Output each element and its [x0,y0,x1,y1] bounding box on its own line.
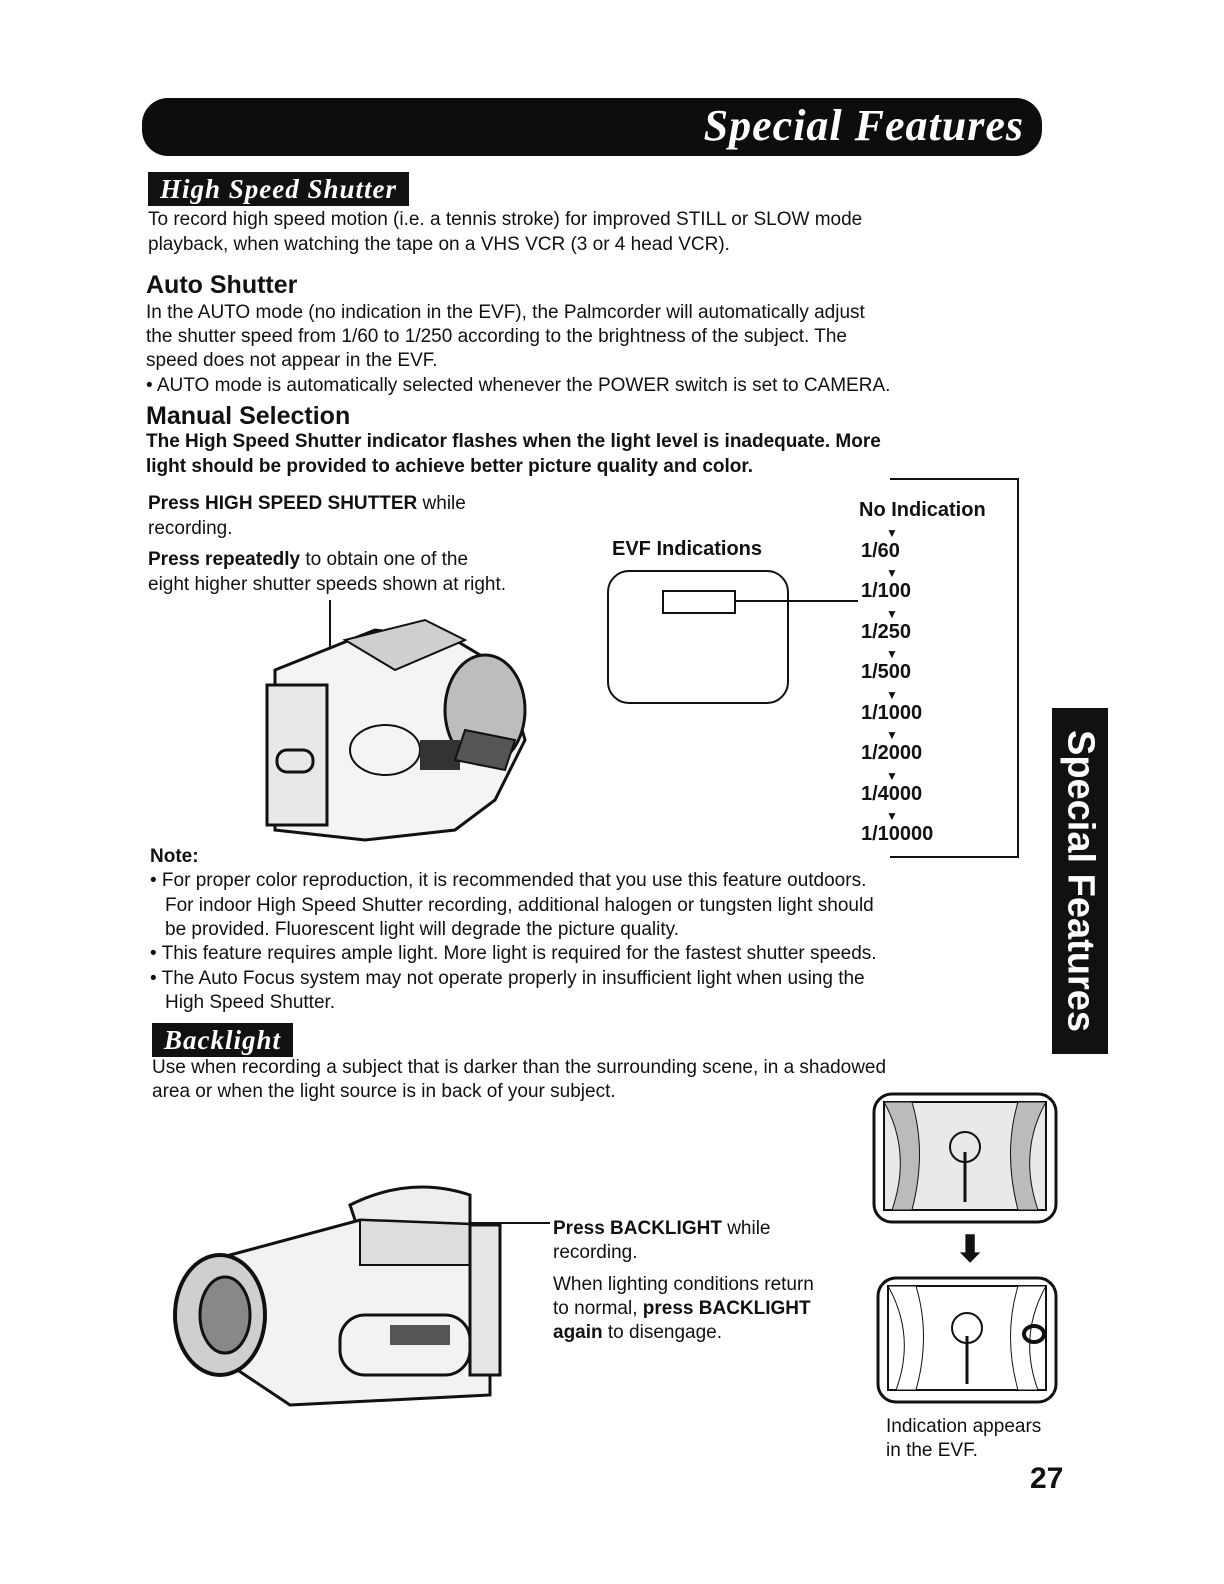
evf-indicator-box [662,590,736,614]
press-line: recording. [148,518,233,539]
down-arrow-icon: ▼ [886,526,898,540]
again-rest: to disengage. [602,1322,722,1343]
speed-item: 1/500 [861,661,912,683]
press-rest: while [417,493,466,514]
repeat-instruction [148,548,468,573]
press-backlight-label: Press BACKLIGHT [553,1218,722,1239]
auto-line: speed does not appear in the EVF. [146,350,438,371]
speed-item: 1/250 [861,621,912,643]
speed-item: 1/2000 [861,742,923,764]
backlight-intro: area or when the light source is in back of your subject. [152,1081,616,1102]
return-plain: to normal, [553,1298,643,1319]
auto-bullet: • AUTO mode is automatically selected whenever the POWER switch is set to CAMERA. [146,375,891,396]
down-arrow-icon: ▼ [886,728,898,742]
camcorder-backlight-illustration [170,1165,560,1425]
speed-item: 1/10000 [861,823,934,845]
note-bullet: • For proper color reproduction, it is recommended that you use this feature outdoors. [150,870,867,891]
side-tab-label: Special Features [1059,729,1102,1033]
down-arrow-icon: ▼ [886,769,898,783]
repeat-label: Press repeatedly [148,549,301,570]
speed-item: 1/100 [861,580,912,602]
evf-label: EVF Indications [612,538,763,560]
speed-no-indication: No Indication [859,499,986,521]
backlight-intro: Use when recording a subject that is darker than the surrounding scene, in a shadowed [152,1057,887,1078]
down-arrow-icon: ▼ [886,688,898,702]
manual-bold-line: The High Speed Shutter indicator flashes when the light level is inadequate. More [146,431,881,452]
again-bold: again [553,1322,603,1343]
backlight-line: When lighting conditions return [553,1274,814,1295]
note-bullet: • The Auto Focus system may not operate properly in insufficient light when using the [150,968,865,989]
note-heading: Note: [150,846,199,867]
speed-item: 1/4000 [861,783,923,805]
note-line: High Speed Shutter. [165,992,336,1013]
auto-line: In the AUTO mode (no indication in the EVF), the Palmcorder will automatically adjust [146,302,865,323]
intro-line: playback, when watching the tape on a VHS VCR (3 or 4 head VCR). [148,234,730,255]
repeat-rest: to obtain one of the [300,549,469,570]
camcorder-illustration [255,600,535,850]
intro-line: To record high speed motion (i.e. a tennis stroke) for improved STILL or SLOW mode [148,209,863,230]
down-arrow-icon: ▼ [886,647,898,661]
backlight-line: recording. [553,1242,638,1263]
section-heading-high-speed-shutter: High Speed Shutter [148,172,409,206]
repeat-line: eight higher shutter speeds shown at right. [148,574,507,595]
section-heading-backlight: Backlight [152,1023,293,1057]
banner-title: Special Features [703,101,1024,150]
down-arrow-icon: ▼ [886,809,898,823]
header-banner [142,98,1042,156]
press-rest: while [721,1218,771,1239]
speed-item: 1/60 [861,540,900,562]
side-tab [1052,708,1108,1054]
note-bullet: • This feature requires ample light. More light is required for the fastest shutter speeds. [150,943,877,964]
press-instruction [148,492,466,517]
speed-item: 1/1000 [861,702,923,724]
page-number: 27 [1030,1462,1064,1495]
backlight-line [553,1297,811,1322]
note-line: be provided. Fluorescent light will degrade the picture quality. [165,919,679,940]
backlight-caption: in the EVF. [886,1440,978,1461]
down-arrow-icon: ▼ [886,607,898,621]
return-bold: press BACKLIGHT [642,1298,811,1319]
subheading-auto-shutter: Auto Shutter [146,271,298,299]
cycle-bracket [890,478,1019,858]
subheading-manual-selection: Manual Selection [146,402,351,430]
manual-bold-line: light should be provided to achieve better picture quality and color. [146,456,754,477]
auto-line: the shutter speed from 1/60 to 1/250 according to the brightness of the subject. The [146,326,847,347]
evf-before-illustration [872,1092,1058,1226]
backlight-line [553,1321,722,1346]
down-arrow-icon: ▼ [886,566,898,580]
press-label: Press HIGH SPEED SHUTTER [148,493,418,514]
backlight-press [553,1217,771,1242]
evf-after-illustration [876,1276,1058,1406]
backlight-caption: Indication appears [886,1416,1042,1437]
evf-leader-line [734,600,858,602]
note-line: For indoor High Speed Shutter recording, additional halogen or tungsten light should [165,895,874,916]
down-arrow-icon: ⬇ [955,1228,986,1269]
